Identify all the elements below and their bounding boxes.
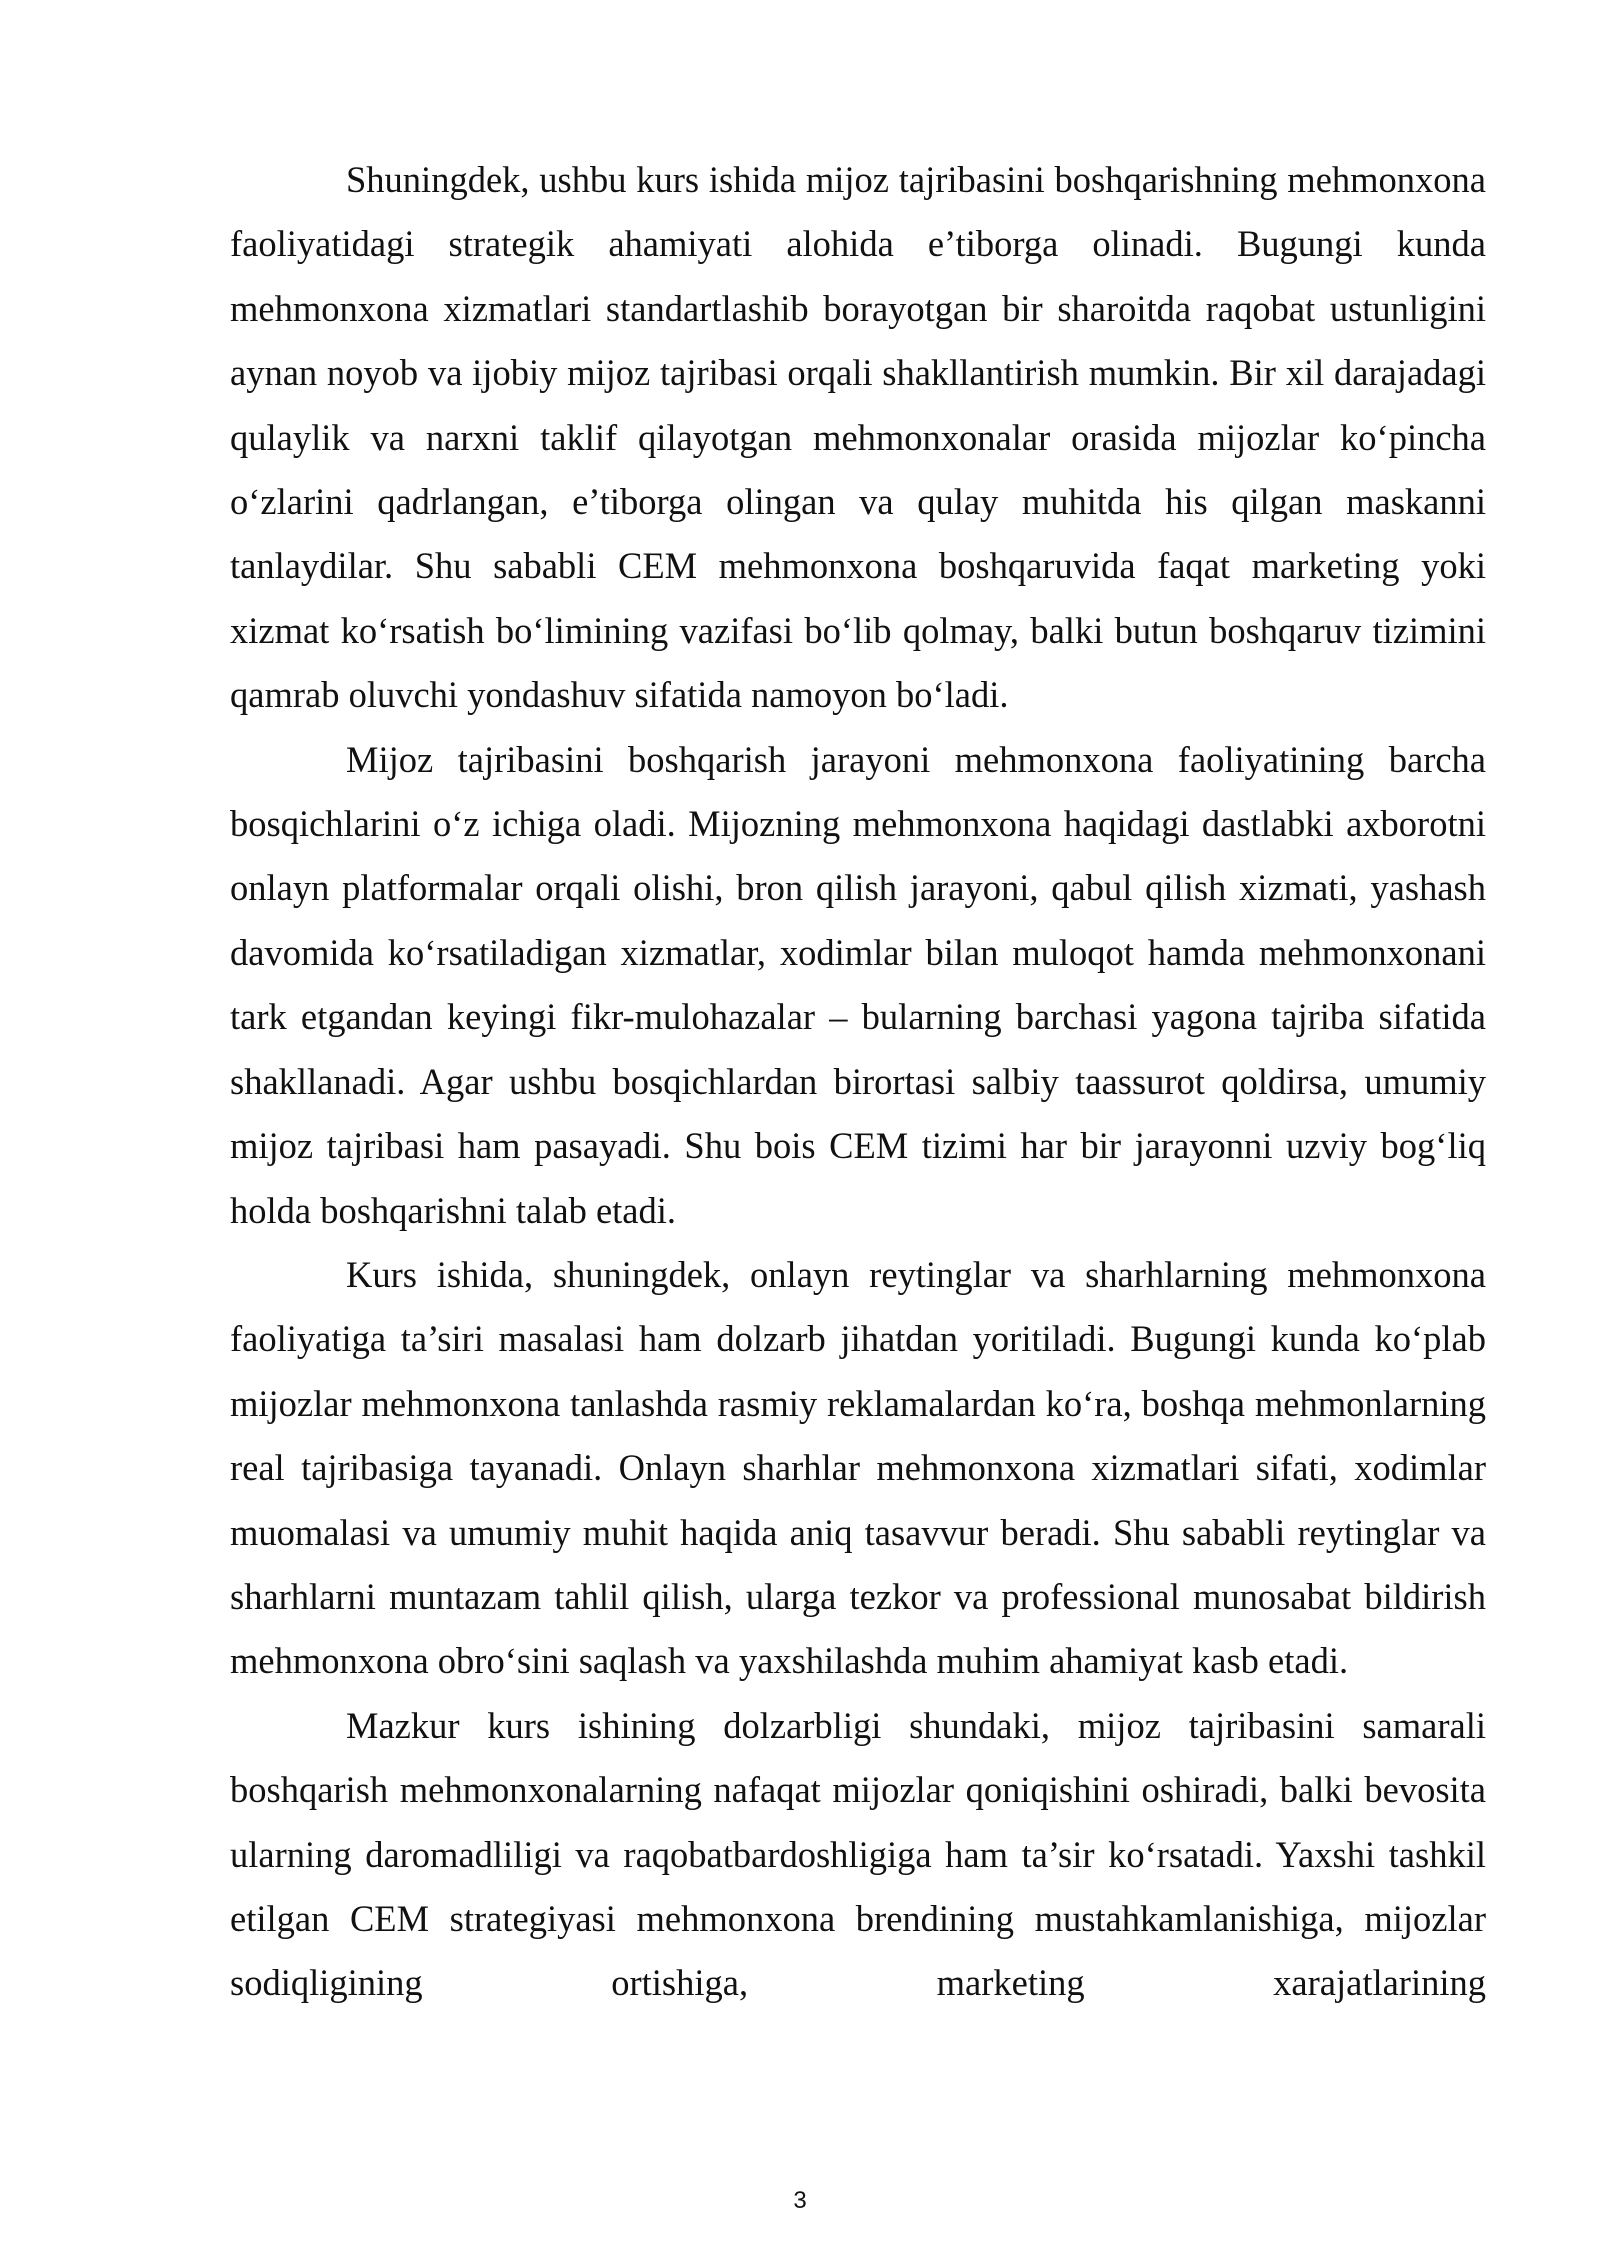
paragraph: Shuningdek, ushbu kurs ishida mijoz tajribasini boshqarishning mehmonxona faoliyatidagi strategik ahamiyati alohida e’tiborga olinadi. Bugungi kunda mehmonxona xizmatlari standartlashib borayotgan bir sharoitda raqobat ustunligini aynan noyob va ijobiy mijoz tajribasi orqali shakllantirish mumkin. Bir xil darajadagi qulaylik va narxni taklif qilayotgan mehmonxonalar orasida mijozlar ko‘pincha o‘zlarini qadrlangan, e’tiborga olingan va qulay muhitda his qilgan maskanni tanlaydilar. Shu sababli CEM mehmonxona boshqaruvida faqat marketing yoki xizmat ko‘rsatish bo‘limining vazifasi bo‘lib qolmay, balki butun boshqaruv tizimini qamrab oluvchi yondashuv sifatida namoyon bo‘ladi. [230, 159, 1486, 716]
paragraph: Kurs ishida, shuningdek, onlayn reytinglar va sharhlarning mehmonxona faoliyatiga ta’siri masalasi ham dolzarb jihatdan yoritiladi. Bugungi kunda ko‘plab mijozlar mehmonxona tanlashda rasmiy reklamalardan ko‘ra, boshqa mehmonlarning real tajribasiga tayanadi. Onlayn sharhlar mehmonxona xizmatlari sifati, xodimlar muomalasi va umumiy muhit haqida aniq tasavvur beradi. Shu sababli reytinglar va sharhlarni muntazam tahlil qilish, ularga tezkor va professional munosabat bildirish mehmonxona obro‘sini saqlash va yaxshilashda muhim ahamiyat kasb etadi. [230, 1253, 1486, 1682]
paragraph: Mazkur kurs ishining dolzarbligi shundaki, mijoz tajribasini samarali boshqarish mehmonxonalarning nafaqat mijozlar qoniqishini oshiradi, balki bevosita ularning daromadliligi va raqobatbardoshligiga ham ta’sir ko‘rsatadi. Yaxshi tashkil etilgan CEM strategiyasi mehmonxona brendining mustahkamlanishiga, mijozlar sodiqligining ortishiga, marketing xarajatlarining [230, 1704, 1486, 2004]
paragraph: Mijoz tajribasini boshqarish jarayoni mehmonxona faoliyatining barcha bosqichlarini o‘z ichiga oladi. Mijozning mehmonxona haqidagi dastlabki axborotni onlayn platformalar orqali olishi, bron qilish jarayoni, qabul qilish xizmati, yashash davomida ko‘rsatiladigan xizmatlar, xodimlar bilan muloqot hamda mehmonxonani tark etgandan keyingi fikr-mulohazalar – bularning barchasi yagona tajriba sifatida shakllanadi. Agar ushbu bosqichlardan birortasi salbiy taassurot qoldirsa, umumiy mijoz tajribasi ham pasayadi. Shu bois CEM tizimi har bir jarayonni uzviy bog‘liq holda boshqarishni talab etadi. [230, 738, 1486, 1231]
body-text [230, 148, 1486, 2016]
page-number: 3 [793, 2187, 807, 2214]
